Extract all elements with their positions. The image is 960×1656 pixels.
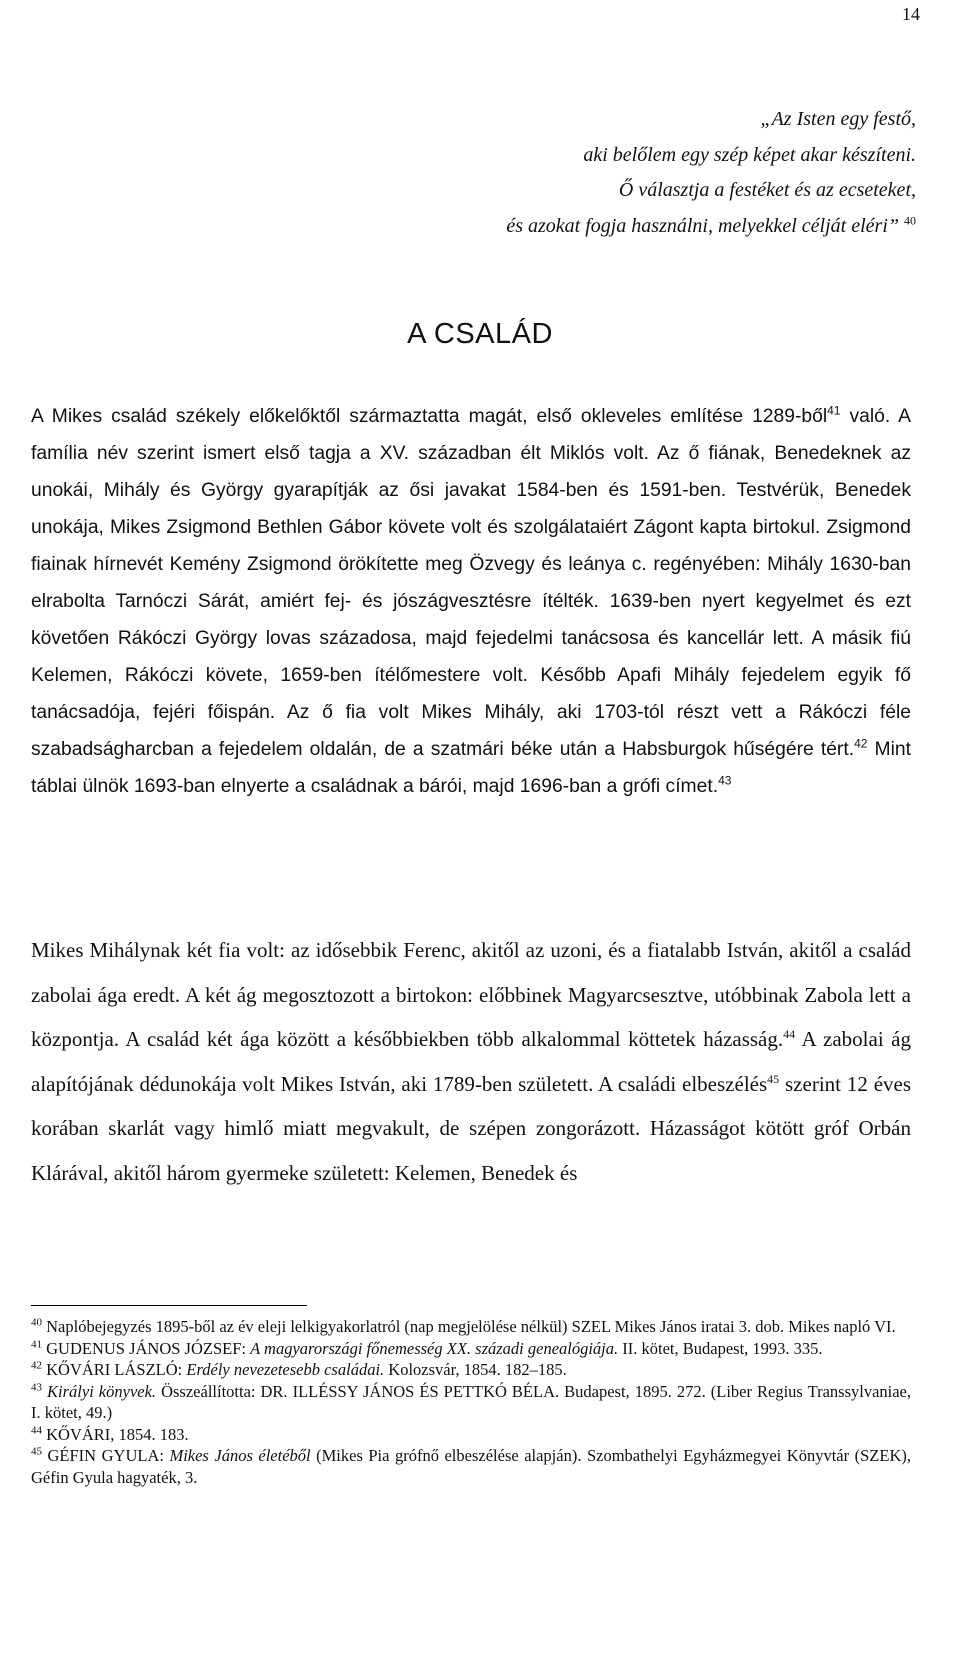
footnote-40 [31, 1316, 911, 1338]
footnote-title: Mikes János életéből [169, 1446, 311, 1465]
page-number: 14 [902, 4, 920, 24]
footnote-title: Királyi könyvek. [47, 1381, 157, 1401]
footnote-number: 45 [31, 1445, 42, 1458]
epigraph-line-text: és azokat fogja használni, melyekkel célját eléri” [506, 214, 899, 237]
footnote-44 [31, 1424, 911, 1446]
body-paragraph-1 [31, 398, 911, 805]
footnote-ref: 45 [767, 1071, 780, 1086]
footnote-number: 42 [31, 1359, 42, 1372]
footnote-text: Naplóbejegyzés 1895-ből az év eleji lelkigyakorlatról (nap megjelölése nélkül) SZEL Mikes János iratai 3. dob. Mikes napló VI. [46, 1317, 896, 1336]
footnote-text: Összeállította: DR. ILLÉSSY JÁNOS ÉS PETTKÓ BÉLA. Budapest, 1895. 272. (Liber Regius Transsylvaniae, I. kötet, 49.) [31, 1381, 912, 1422]
epigraph-line [276, 209, 916, 245]
footnote-43 [31, 1381, 911, 1424]
footnote-title: A magyarországi főnemesség XX. századi genealógiája. [250, 1338, 619, 1358]
section-heading: A CSALÁD [407, 318, 553, 350]
footnote-ref: 44 [783, 1027, 796, 1041]
footnote-title: Erdély nevezetesebb családai. [186, 1360, 385, 1379]
footnote-ref: 40 [904, 212, 916, 227]
footnote-text: Kolozsvár, 1854. 182–185. [384, 1360, 567, 1379]
footnote-ref: 42 [854, 736, 868, 751]
paragraph-text: Mikes Mihálynak két fia volt: az idősebbik Ferenc, akitől az uzoni, és a fiatalabb István, akitől a család zabolai ága eredt. A két ág megosztozott a birtokon: előbbinek Magyarcsesztve, utóbbinak Zabola lett a központja. A család két ága között a későbbiekben több alkalommal köttetek házasság. [31, 938, 911, 1051]
footnote-42 [31, 1359, 911, 1381]
body-paragraph-2 [31, 928, 911, 1195]
footnotes [31, 1316, 911, 1488]
paragraph-text: való. A família név szerint ismert első tagja a XV. században élt Miklós volt. Az ő fiának, Benedeknek az unokái, Mihály és György gyarapítják az ősi javakat 1584-ben és 1591-ben. Testvérük, Benedek unokája, Mikes Zsigmond Bethlen Gábor követe volt és szolgálataiért Zágont kapta birtokul. Zsigmond fiainak hírnevét Kemény Zsigmond örökítette meg Özvegy és leánya c. regényében: Mihály 1630-ban elrabolta Tarnóczi Sárát, amiért fej- és jószágvesztésre ítélték. 1639-ben nyert kegyelmet és ezt követően Rákóczi György lovas századosa, majd fejedelmi tanácsosa és kancellár lett. A másik fiú Kelemen, Rákóczi követe, 1659-ben ítélőmestere volt. Később Apafi Mihály fejedelem egyik fő tanácsadója, fejéri főispán. Az ő fia volt Mikes Mihály, aki 1703-tól részt vett a Rákóczi féle szabadságharcban a fejedelem oldalán, de a szatmári béke után a Habsburgok hűségére tért. [31, 406, 911, 760]
paragraph-text: Mint táblai ülnök 1693-ban elnyerte a családnak a bárói, majd 1696-ban a grófi címet. [31, 739, 911, 797]
footnote-separator [31, 1305, 307, 1306]
footnote-text: GUDENUS JÁNOS JÓZSEF: [46, 1338, 251, 1358]
footnote-number: 40 [31, 1316, 42, 1329]
epigraph-line: aki belőlem egy szép képet akar készíteni. [583, 143, 916, 166]
footnote-text: GÉFIN GYULA: [47, 1446, 170, 1465]
footnote-text: II. kötet, Budapest, 1993. 335. [618, 1338, 823, 1358]
footnote-text: (Mikes Pia grófnő elbeszélése alapján). Szombathelyi Egyházmegyei Könyvtár (SZEK), Géfin Gyula hagyaték, 3. [31, 1446, 911, 1487]
footnote-41 [31, 1338, 911, 1360]
footnote-number: 43 [31, 1381, 42, 1393]
footnote-ref: 43 [718, 773, 732, 788]
epigraph-line: Ő választja a festéket és az ecseteket, [618, 179, 916, 201]
footnote-number: 41 [31, 1338, 42, 1350]
footnote-number: 44 [31, 1424, 42, 1436]
epigraph [276, 102, 916, 244]
footnote-text: KŐVÁRI LÁSZLÓ: [46, 1360, 187, 1379]
footnote-text: KŐVÁRI, 1854. 183. [46, 1424, 189, 1444]
paragraph-text: szerint 12 éves korában skarlát vagy himlő miatt megvakult, de szépen zongorázott. Házasságot kötött gróf Orbán Klárával, akitől három gyermeke született: Kelemen, Benedek és [31, 1071, 912, 1185]
epigraph-line: „Az Isten egy festő, [760, 108, 916, 130]
footnote-45 [31, 1445, 911, 1488]
paragraph-text: A zabolai ág alapítójának dédunokája volt Mikes István, aki 1789-ben született. A családi elbeszélés [31, 1027, 911, 1096]
footnote-ref: 41 [827, 403, 841, 418]
paragraph-text: A Mikes család székely előkelőktől származtatta magát, első okleveles említése 1289-ből [31, 406, 828, 427]
